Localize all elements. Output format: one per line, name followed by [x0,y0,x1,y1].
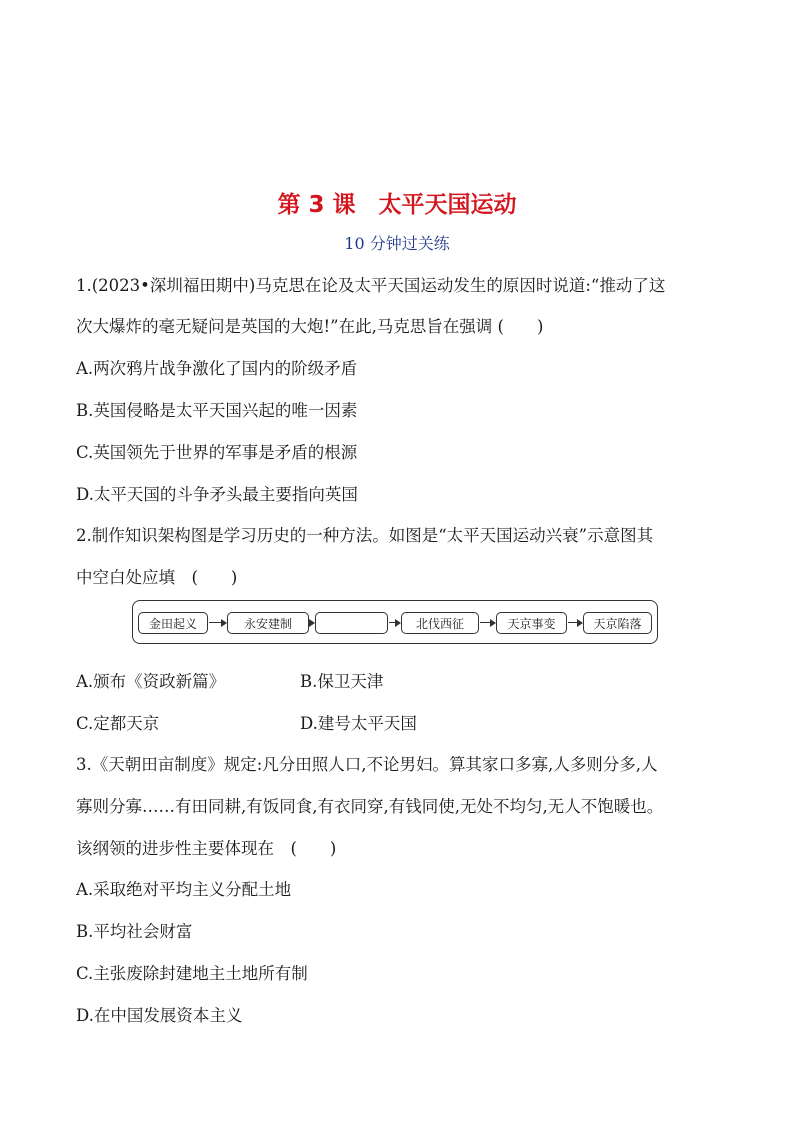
flow-step-2: 永安建制 [227,612,309,634]
flow-arrow-3 [389,622,400,623]
flow-arrow-2 [310,622,314,623]
q2-option-c: C.定都天京 [76,714,160,733]
flow-step-1: 金田起义 [138,612,208,634]
q1-option-b: B.英国侵略是太平天国兴起的唯一因素 [76,401,358,420]
q2-option-a: A.颁布《资政新篇》 [76,672,226,691]
flow-diagram [132,600,658,644]
flow-step-5: 天京事变 [496,612,567,634]
section-subtitle: 10 分钟过关练 [344,234,450,253]
q1-stem-line-1: 1.(2023•深圳福田期中)马克思在论及太平天国运动发生的原因时说道:“推动了这 [76,276,666,295]
q2-option-b: B.保卫天津 [300,672,384,691]
flow-arrow-5 [568,622,582,623]
q3-option-d: D.在中国发展资本主义 [76,1006,243,1025]
flow-step-4: 北伐西征 [401,612,479,634]
q3-option-a: A.采取绝对平均主义分配土地 [76,880,292,899]
q1-option-a: A.两次鸦片战争激化了国内的阶级矛盾 [76,359,358,378]
q2-stem-line-1: 2.制作知识架构图是学习历史的一种方法。如图是“太平天国运动兴衰”示意图其 [76,526,654,545]
flow-step-6: 天京陷落 [583,612,652,634]
q1-option-d: D.太平天国的斗争矛头最主要指向英国 [76,485,358,504]
lesson-title: 第 3 课 太平天国运动 [277,192,517,218]
q3-stem-line-1: 3.《天朝田亩制度》规定:凡分田照人口,不论男妇。算其家口多寡,人多则分多,人 [76,755,658,774]
flow-arrow-1 [209,622,226,623]
flow-arrow-4 [480,622,495,623]
q3-stem-line-2: 寡则分寡……有田同耕,有饭同食,有衣同穿,有钱同使,无处不均匀,无人不饱暖也。 [76,797,664,816]
q3-stem-line-3: 该纲领的进步性主要体现在 ( ) [76,839,337,858]
q1-stem-line-2: 次大爆炸的毫无疑问是英国的大炮!”在此,马克思旨在强调 ( ) [76,317,544,336]
flow-step-3-blank [315,612,388,634]
q2-option-d: D.建号太平天国 [300,714,417,733]
q1-option-c: C.英国领先于世界的军事是矛盾的根源 [76,443,358,462]
q2-stem-line-2: 中空白处应填 ( ) [76,568,238,587]
q3-option-c: C.主张废除封建地主土地所有制 [76,964,308,983]
q3-option-b: B.平均社会财富 [76,922,193,941]
